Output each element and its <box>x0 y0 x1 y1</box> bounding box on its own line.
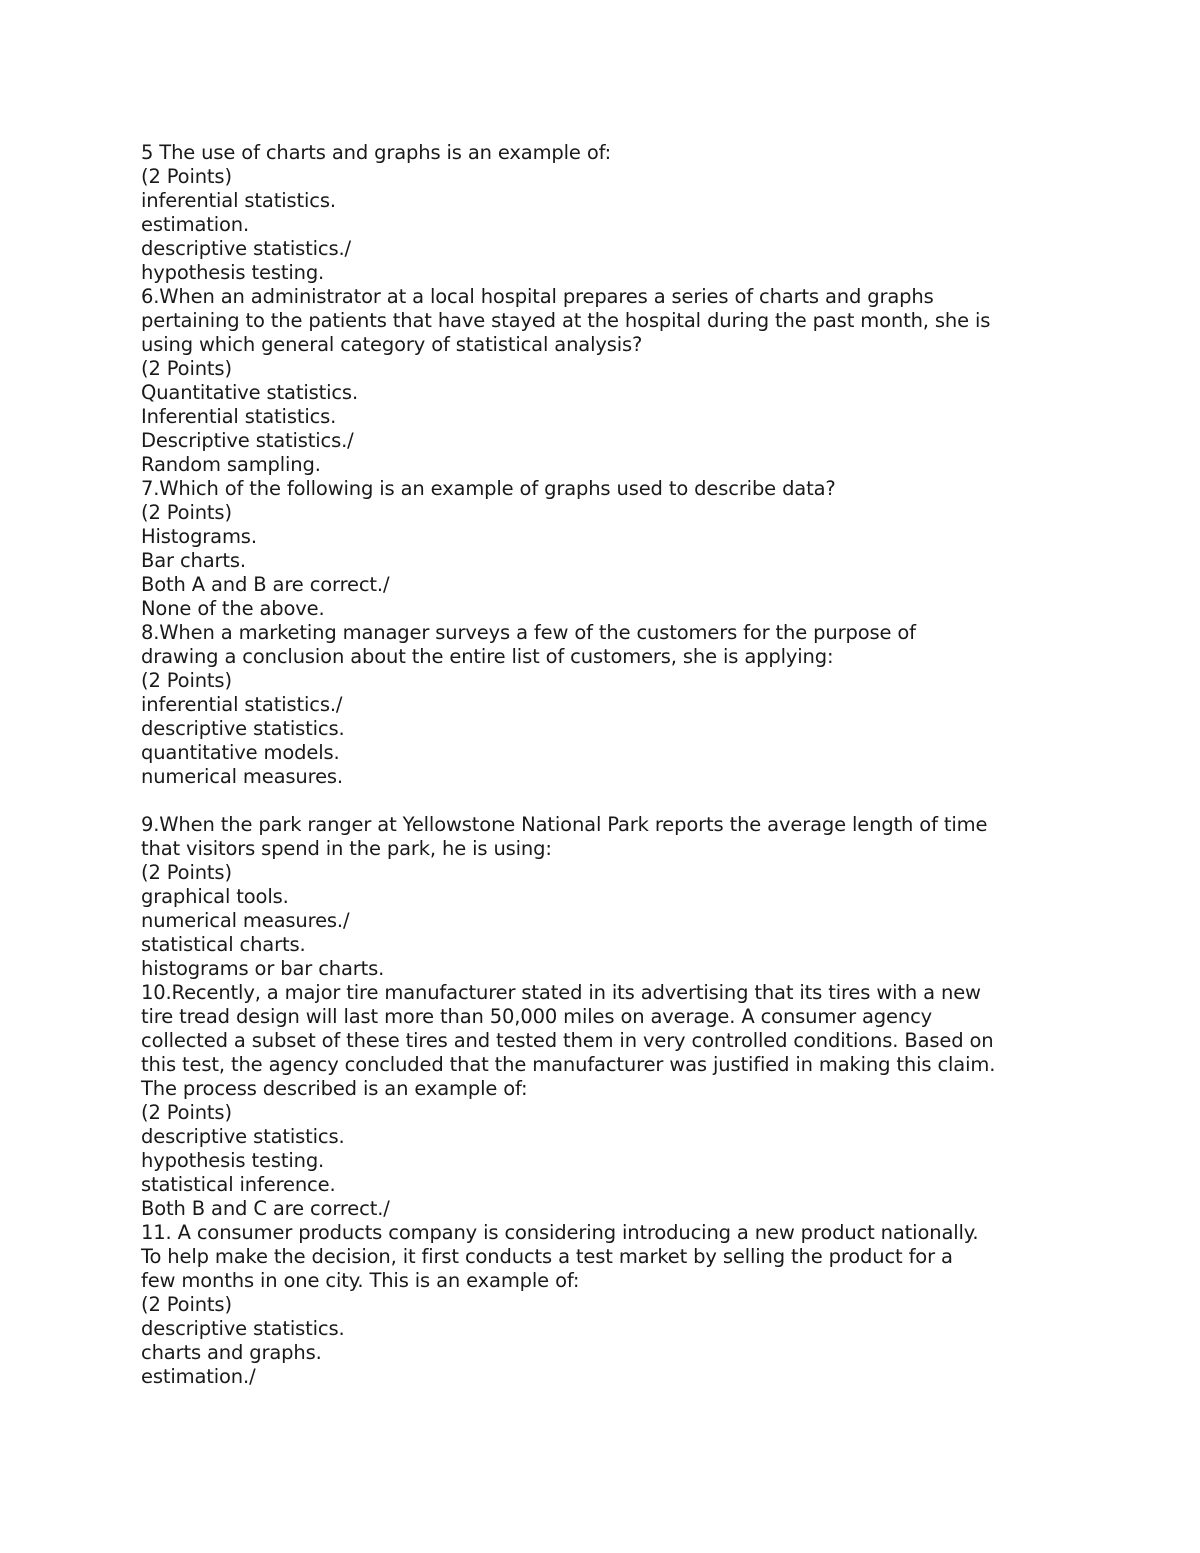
answer-option: histograms or bar charts. <box>141 957 385 980</box>
question-text-line: drawing a conclusion about the entire list of customers, she is applying: <box>141 645 834 668</box>
question-text-line: 6.When an administrator at a local hospital prepares a series of charts and graphs <box>141 285 934 308</box>
answer-option: charts and graphs. <box>141 1341 322 1364</box>
question-block <box>141 981 1071 1221</box>
answer-option: descriptive statistics. <box>141 1317 345 1340</box>
question-text-line: 10.Recently, a major tire manufacturer stated in its advertising that its tires with a new <box>141 981 981 1004</box>
answer-option: Histograms. <box>141 525 257 548</box>
answer-option: Random sampling. <box>141 453 321 476</box>
question-text-line: 5 The use of charts and graphs is an example of: <box>141 141 612 164</box>
question-points: (2 Points) <box>141 1101 232 1124</box>
question-text-line: few months in one city. This is an example of: <box>141 1269 580 1292</box>
question-text-line: tire tread design will last more than 50,000 miles on average. A consumer agency <box>141 1005 933 1028</box>
answer-option: None of the above. <box>141 597 325 620</box>
answer-option: graphical tools. <box>141 885 289 908</box>
question-points: (2 Points) <box>141 165 232 188</box>
question-points: (2 Points) <box>141 1293 232 1316</box>
answer-option: hypothesis testing. <box>141 1149 325 1172</box>
answer-option: Both A and B are correct./ <box>141 573 390 596</box>
question-block <box>141 285 1071 477</box>
question-text-line: 11. A consumer products company is considering introducing a new product nationally. <box>141 1221 979 1244</box>
answer-option: Descriptive statistics./ <box>141 429 354 452</box>
question-points: (2 Points) <box>141 861 232 884</box>
answer-option: Quantitative statistics. <box>141 381 358 404</box>
question-text-line: The process described is an example of: <box>141 1077 528 1100</box>
question-block <box>141 141 1071 285</box>
question-text-line: using which general category of statistical analysis? <box>141 333 643 356</box>
answer-option: statistical charts. <box>141 933 306 956</box>
answer-option: hypothesis testing. <box>141 261 325 284</box>
answer-option: descriptive statistics. <box>141 1125 345 1148</box>
answer-option: estimation./ <box>141 1365 256 1388</box>
question-points: (2 Points) <box>141 357 232 380</box>
question-text-line: 8.When a marketing manager surveys a few of the customers for the purpose of <box>141 621 916 644</box>
question-text-line: that visitors spend in the park, he is using: <box>141 837 552 860</box>
question-text-line: 9.When the park ranger at Yellowstone National Park reports the average length of time <box>141 813 988 836</box>
question-text-line: 7.Which of the following is an example of graphs used to describe data? <box>141 477 836 500</box>
question-points: (2 Points) <box>141 501 232 524</box>
question-text-line: this test, the agency concluded that the manufacturer was justified in making this claim. <box>141 1053 996 1076</box>
question-points: (2 Points) <box>141 669 232 692</box>
answer-option: numerical measures. <box>141 765 343 788</box>
question-text-line: collected a subset of these tires and tested them in very controlled conditions. Based on <box>141 1029 994 1052</box>
question-block <box>141 813 1071 981</box>
answer-option: Inferential statistics. <box>141 405 337 428</box>
answer-option: descriptive statistics. <box>141 717 345 740</box>
answer-option: quantitative models. <box>141 741 340 764</box>
answer-option: inferential statistics. <box>141 189 336 212</box>
question-block <box>141 1221 1071 1389</box>
blank-line <box>141 789 1071 813</box>
answer-option: descriptive statistics./ <box>141 237 351 260</box>
answer-option: statistical inference. <box>141 1173 336 1196</box>
answer-option: Bar charts. <box>141 549 246 572</box>
answer-option: numerical measures./ <box>141 909 350 932</box>
question-text-line: pertaining to the patients that have stayed at the hospital during the past month, she is <box>141 309 991 332</box>
answer-option: Both B and C are correct./ <box>141 1197 390 1220</box>
document-page <box>141 141 1071 1389</box>
answer-option: inferential statistics./ <box>141 693 343 716</box>
question-block <box>141 621 1071 789</box>
answer-option: estimation. <box>141 213 250 236</box>
question-text-line: To help make the decision, it first conducts a test market by selling the product for a <box>141 1245 953 1268</box>
question-block <box>141 477 1071 621</box>
